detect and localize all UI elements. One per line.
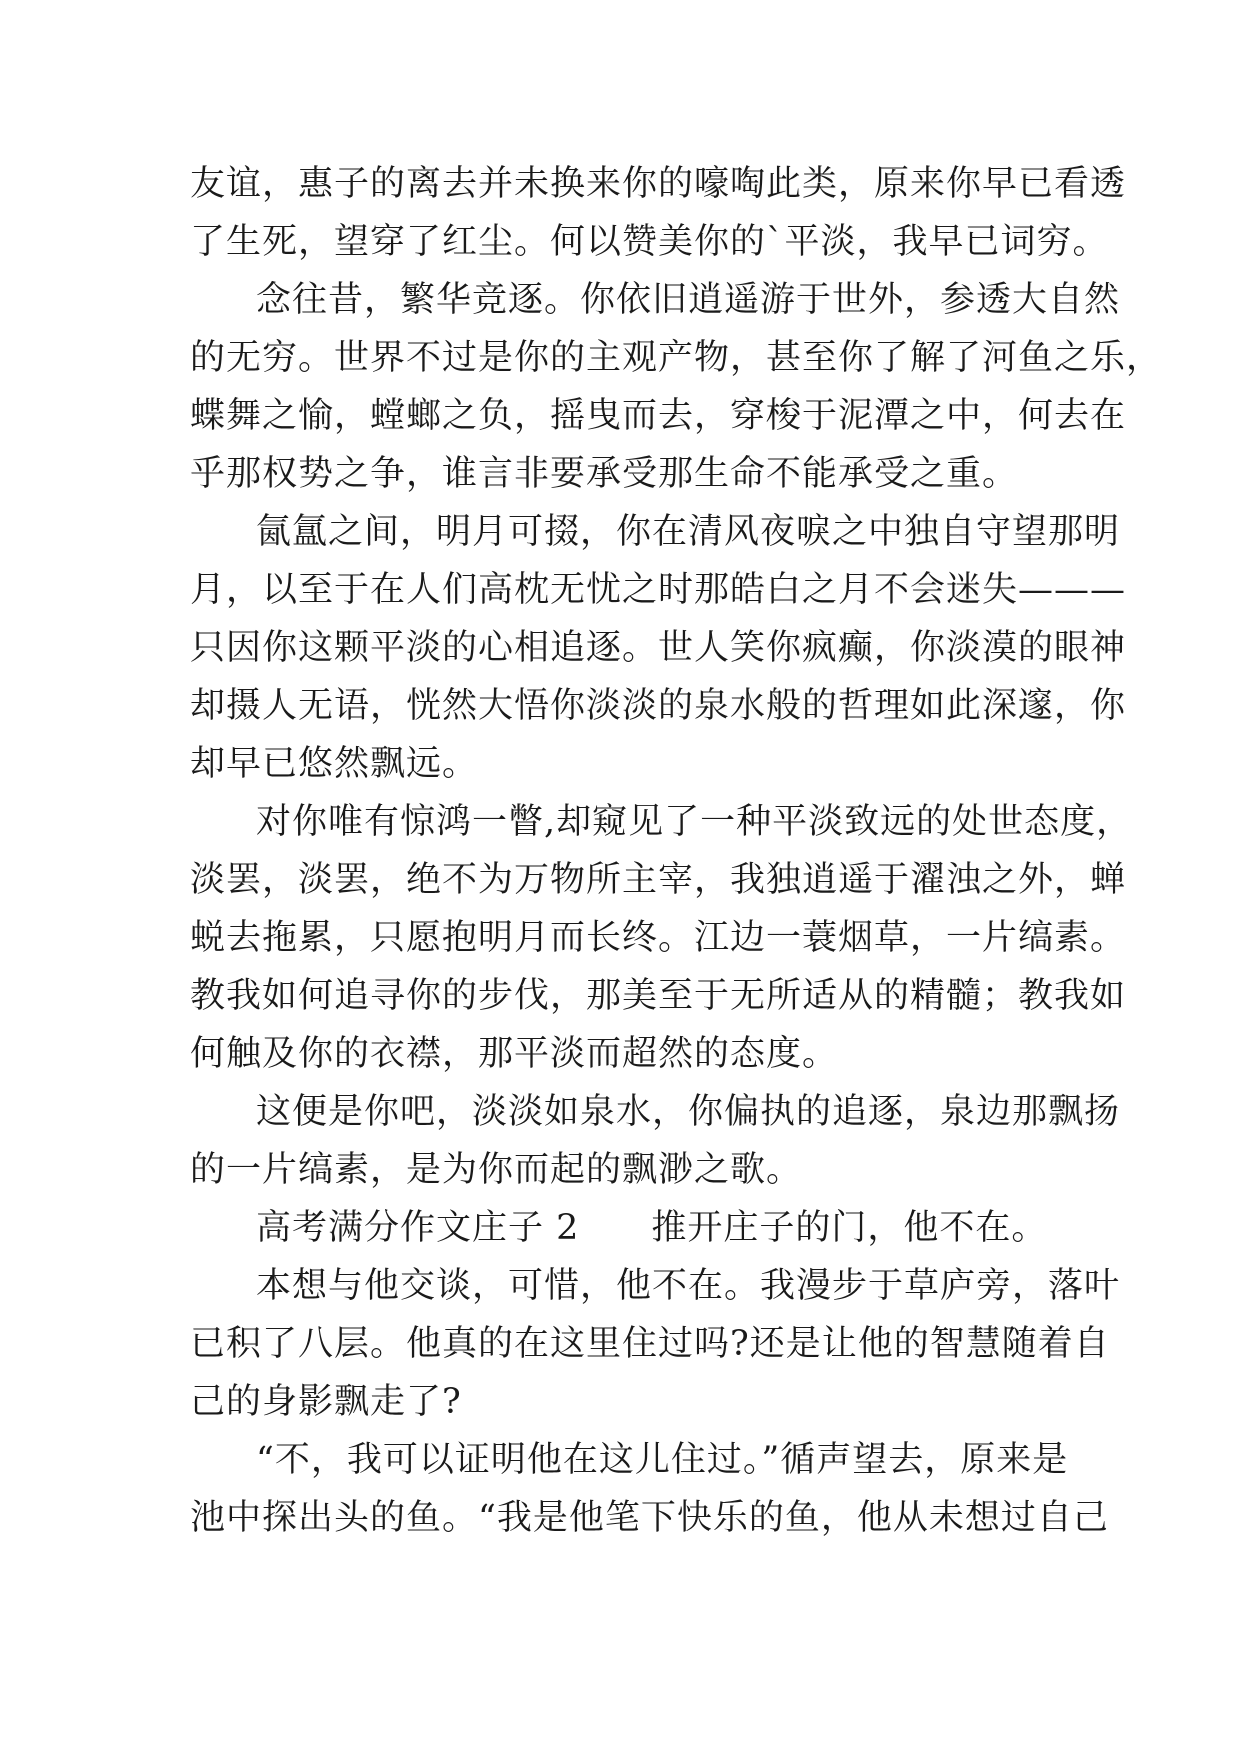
text-line: 蝶舞之愉，螳螂之负，摇曳而去，穿梭于泥潭之中，何去在 <box>190 396 1127 436</box>
text-line: 了生死，望穿了红尘。何以赞美你的`平淡，我早已词穷。 <box>190 222 1109 262</box>
text-line: 己的身影飘走了? <box>190 1382 462 1422</box>
paragraph-start-line: 这便是你吧，淡淡如泉水，你偏执的追逐，泉边那飘扬 <box>256 1092 1121 1132</box>
text-line: 的无穷。世界不过是你的主观产物，甚至你了解了河鱼之乐， <box>190 338 1163 378</box>
paragraph-start-line: “不，我可以证明他在这儿住过。”循声望去，原来是 <box>256 1440 1069 1480</box>
text-line: 已积了八层。他真的在这里住过吗?还是让他的智慧随着自 <box>190 1324 1110 1364</box>
paragraph-start-line: 念往昔，繁华竞逐。你依旧逍遥游于世外，参透大自然 <box>256 280 1121 320</box>
text-line: 只因你这颗平淡的心相追逐。世人笑你疯癫，你淡漠的眼神 <box>190 628 1127 668</box>
paragraph-start-line: 本想与他交谈，可惜，他不在。我漫步于草庐旁，落叶 <box>256 1266 1121 1306</box>
text-line: 月，以至于在人们高枕无忧之时那皓白之月不会迷失——— <box>190 570 1127 610</box>
text-line: 友谊，惠子的离去并未换来你的嚎啕此类，原来你早已看透 <box>190 164 1127 204</box>
text-line: 教我如何追寻你的步伐，那美至于无所适从的精髓；教我如 <box>190 976 1127 1016</box>
paragraph-start-line: 氤氲之间，明月可掇，你在清风夜唳之中独自守望那明 <box>256 512 1121 552</box>
text-line: 蜕去拖累，只愿抱明月而长终。江边一蓑烟草，一片缟素。 <box>190 918 1127 958</box>
text-line: 却早已悠然飘远。 <box>190 744 479 784</box>
text-line: 却摄人无语，恍然大悟你淡淡的泉水般的哲理如此深邃，你 <box>190 686 1127 726</box>
section-heading-line: 高考满分作文庄子 2 推开庄子的门，他不在。 <box>256 1208 1048 1248</box>
text-line: 池中探出头的鱼。“我是他笔下快乐的鱼，他从未想过自己 <box>190 1498 1109 1538</box>
paragraph-start-line: 对你唯有惊鸿一瞥,却窥见了一种平淡致远的处世态度， <box>256 802 1133 842</box>
text-line: 淡罢，淡罢，绝不为万物所主宰，我独逍遥于濯浊之外，蝉 <box>190 860 1127 900</box>
text-line: 何触及你的衣襟，那平淡而超然的态度。 <box>190 1034 839 1074</box>
text-line: 的一片缟素，是为你而起的飘渺之歌。 <box>190 1150 803 1190</box>
text-line: 乎那权势之争，谁言非要承受那生命不能承受之重。 <box>190 454 1019 494</box>
